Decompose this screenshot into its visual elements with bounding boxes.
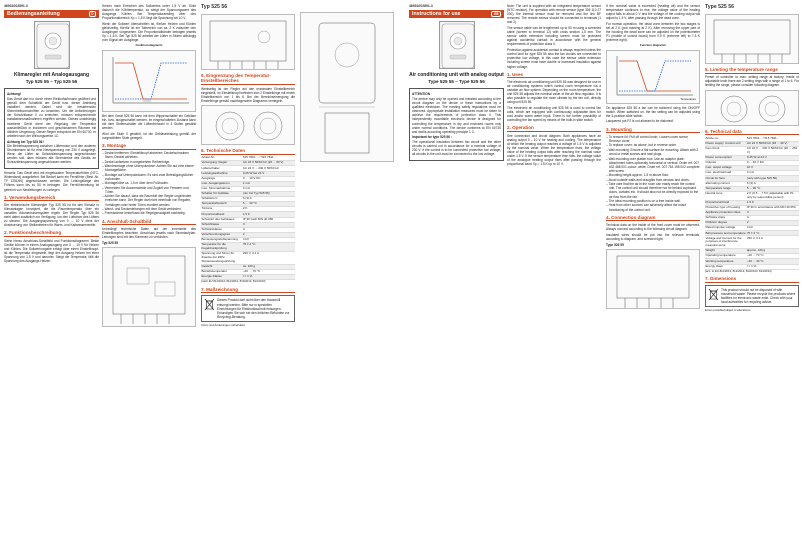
spec-value: 75 ± 2 °C — [242, 243, 295, 252]
section-function-title: 2. Funktionsbeschreibung — [4, 230, 99, 237]
list-item: – Wand- und Deckenleitungen mit dem Gerät verbinden. — [102, 207, 196, 211]
spec-value: 6 (3) A — [242, 197, 295, 202]
wiring-diagram-56-graphic — [202, 15, 294, 71]
warning-title: Achtung! — [7, 92, 21, 97]
language-badge: GB — [491, 11, 501, 17]
spec-label: Working temperature — [705, 259, 746, 264]
type56-title: Achtung bei Typ 525 56 ! — [7, 139, 45, 144]
operation-text-2: For normal operation, the dead zone between the two stages is set at 2 K (pcb marking at 2 K). After removing the upper part of the housing the dead zone can be adjusted on the potentiometer P1 (middle of control board) from 0.5 K (extreme left) to 7.5 K (extreme right). — [606, 21, 700, 43]
setting-ring-diagram — [705, 90, 799, 126]
spec-row — [705, 236, 799, 249]
wiring-type-label: Typ 525 55 — [102, 240, 119, 245]
tech-data-table — [705, 137, 799, 270]
wiring-type-label: Type 525 55 — [606, 242, 624, 247]
product-subtitle: Type 525 55 – Type 525 56 — [428, 79, 485, 84]
section-connection-text: Technical data on the inside of the front cover must be observed. Always connect according to the following circuit diagram. — [606, 222, 700, 232]
spec-label: Energy class — [705, 264, 746, 269]
spec-label: Schutzart des Gehäuses — [201, 217, 242, 222]
spec-label: Spannung und Strom für Zwecke der EMV-Störaussendungsprüfung — [201, 252, 242, 265]
spec-label: Outputs — [705, 161, 746, 166]
section-mounting-title: 3. Mounting — [606, 127, 700, 134]
section-wiring-title: 4. Anschluß-Schaltbild — [102, 219, 196, 226]
spec-value: I = 1 % — [242, 275, 295, 280]
de-column-4 — [300, 4, 394, 531]
spec-value: AC 24 V 50/60 Hz (20 ... 30 V) — [242, 161, 295, 166]
list-item: – Fremdwärme beeinflusst die Regelgenauigkeit nachteilig. — [102, 211, 196, 215]
de-column-1 — [4, 4, 99, 531]
spec-label: Ball pressure test temperature — [705, 230, 746, 235]
warning-box — [409, 88, 504, 161]
type56-text: Die Betriebsspannung zwischen Lüftermotor und den anderen Stromkreisen ist für eine Netzspannung von 230 V ausgelegt. Wenn der Lüfter an Schutzkleinspannung angeschlossen werden soll, dann müssen alle Stromkreise des Geräts an Schutzkleinspannung angeschlossen werden. — [7, 144, 96, 165]
page-title: Type 525 56 — [705, 4, 735, 10]
spec-value: I = 1 % — [746, 264, 799, 269]
diagram-label: Funktionsdiagramm — [135, 43, 163, 48]
wiring-diagram — [606, 249, 700, 309]
device-image — [34, 21, 70, 69]
list-item: – Wandmontage ohne Unterputzdose: Achten Sie auf eine ebene Montagefläche. — [102, 164, 196, 172]
spec-value: 1.5 K — [746, 200, 799, 205]
spec-label: Schaltstrom — [201, 197, 242, 202]
de-column-2 — [102, 4, 196, 531]
spec-label: Neutral zone — [705, 191, 746, 200]
spec-label: Temperature range — [705, 186, 746, 191]
list-item: – To remove lid: Pull off control knob; Loosen cover screw; Remove cover — [606, 135, 700, 143]
spec-value: 0 ... 10 V DC — [746, 161, 799, 166]
spec-value: –20 ... 70 °C — [746, 254, 799, 259]
spec-value: 2 K — [242, 207, 295, 212]
section-dimensions-title: 7. Dimensions — [705, 276, 799, 283]
page-title: Typ 525 56 — [201, 4, 228, 10]
header-label: Bedienungsanleitung — [7, 10, 60, 17]
list-item: – The ideal mounting position is on a free inside wall. — [606, 199, 700, 203]
spec-value: 6 (3) A — [746, 181, 799, 186]
section-uses-title: 1. Verwendungsbereich — [4, 195, 99, 202]
section-uses-text-2: The electronic air conditioning unit 525 56 is used to control fan coils, which are equipped with continuously adjustable fans for cold and/or warm water input. There is the further possibility of controlling the fan speed by means of the built-in slide switch. — [507, 106, 601, 123]
spec-value: 75 ± 2 °C — [746, 231, 799, 236]
section-limit-text: Werkseitig ist der Regler auf den maximalen Einstellbereich eingestellt. Im Einstellknopf befinden sich 2 Einstellringe mit einem Einstellbereich von 1 bis 6. Bei der Bereichseinengung die Einstellringe gemäß nachfolgendem Diagramm verriegeln. — [201, 86, 295, 103]
thermostat-icon — [35, 22, 71, 70]
list-item: – Vermeiden Sie Aussenwände und Zugluft von Fenstern und Türen. — [102, 186, 196, 194]
list-item: – Wall mounting: Ensure a flat surface for mounting. Attach with 2 wood or metal screws and rawl plugs. — [606, 148, 700, 156]
spec-value: AC 24 V ... 240 V 50/60 Hz (20 ... 264 V) — [746, 146, 798, 155]
section-limit-text: Preset of controller to max. setting range at factory. Inside of adjustable knob there are 2 setting rings with a range of 1 to 6. For limiting the range, please consider following diagram. — [705, 75, 799, 88]
note-text-2: The sensor cable can be lengthened up to 50 m using a screened cable (screen to terminal 12) with cross section 1,5 mm. The sensor cable extension including screen must be protected against accidental contact in accordance with the general requirements of protection class II. — [507, 26, 601, 47]
mounting-list — [102, 151, 196, 216]
note-text-3: Protection against accidental contact is always required unless the control land for type 525 56 also the fan circuits are connected to protective low voltage, in this case the sensor cable extension including screen must have double or increased insulation against higher voltage. — [507, 48, 601, 69]
function-diagram — [606, 50, 700, 104]
spec-row — [705, 191, 799, 200]
list-item: – Montage auf Unterputzdosen: Es sind zwei Befestigungslöcher vorhanden. — [102, 173, 196, 181]
important-text: The operational insulation between fan circuit and the other circuits is carried out in accordance for a nominal voltage of 230 V. If the control is to be connected protective low voltage, all circuits in the unit must be connected to the low voltage. — [412, 140, 501, 157]
en-column-3 — [606, 4, 700, 531]
footer-note: Errors possible/subject to alterations. — [705, 308, 751, 313]
diagram-label: Function diagramm — [640, 43, 666, 48]
spec-label: Schutzklasse — [201, 222, 242, 227]
dimension-drawing — [300, 12, 394, 162]
spec-value: 2 K (0.5 ... 7.5 K adjustable with P1 only by responsible person) — [746, 191, 799, 200]
section-uses-title: 1. Uses — [507, 72, 601, 79]
spec-value: II — [242, 222, 295, 227]
section-connection-title: 4. Connection diagram — [606, 215, 700, 222]
mounting-list — [606, 135, 700, 212]
spec-value: 515 7801... / 515 7811... — [746, 137, 799, 142]
header-bar — [409, 10, 504, 18]
spec-value: 0,25 W bei 24 V — [242, 171, 295, 176]
spec-label: max. output voltage — [705, 166, 746, 171]
en-column-2 — [507, 4, 601, 531]
product-subtitle: Typ 525 55 – Typ 525 56 — [25, 79, 78, 84]
doc-number: 46931002891-3 — [409, 4, 433, 8]
spec-label: Artikel-Nr. — [201, 156, 242, 161]
spec-value: AC 24 V 50/60 Hz (18 ... 30 V) — [746, 141, 799, 146]
de-column-3 — [201, 4, 295, 531]
list-item: – Wall mounting over plaster box: Use an adaptor plate. Attachment holes optionally horizontal or vertical. Order ref. 007 632 488 001 colour: white; Order ref. 007 763 198 002 complete with screw — [606, 157, 700, 173]
language-badge: D — [89, 11, 96, 17]
crossed-bin-icon — [204, 298, 215, 311]
spec-label: Lüfterschalter — [201, 166, 242, 171]
spec-label: Gewicht — [201, 264, 242, 269]
section-wiring-text: Unbedingt technische Daten auf der Innenseite des Einstellknopfes beachten. Anschluss jeweils nach Stromlaufplan. Leitungen sind mit den Klemmen zu verbinden. — [102, 226, 196, 240]
spec-value: 2 — [242, 232, 295, 237]
spec-label: Leistungsaufnahme — [201, 171, 242, 176]
section-mounting-title: 3. Montage — [102, 143, 196, 150]
spec-label: Softwareklasse — [201, 227, 242, 232]
spec-label: Pollution degree — [705, 221, 746, 226]
crossed-bin-icon — [708, 288, 719, 301]
hint-text: Hinweis: Das Gerät wird mit eingebautem Temperaturfühler (NTC-Widerstand) ausgeliefert. Bei Bedarf kann ein Fernfühler (Best.-Nr. TF 1251/60) angeschlossen werden. Die Leitungslänge des Fühlers kann bis zu 50 m betragen. Die Fernfühlerleitung ist getrennt von Netzleitungen zu verlegen. — [4, 171, 99, 192]
spec-label: Fan circuit — [705, 147, 746, 156]
setting-ring-graphic — [202, 106, 294, 146]
spec-label: Temperaturbereich — [201, 202, 242, 207]
function-text-1: Heizen nach Erreichen des Sollwertes unter 1,5 V ab. Sinkt dadurch die Kühltemperatur, so steigt der Spannungswert des Ausgangs Kühlen. Bei Temperaturanstieg über den Proportionalbereich Xp = 1,5 K liegt die Spannung bei 10 V. — [102, 4, 196, 21]
spec-label: Power supply: Control unit — [705, 141, 746, 146]
spec-note: (nach EU 811/2013, 812/2013, 813/2013, 814/2013) — [201, 279, 266, 284]
spec-value: 230 V, 0.1 A — [746, 236, 799, 249]
spec-value: –20 … 70 °C — [242, 269, 295, 274]
section-limit-title: 5. Eingrenzung des Temperatur-Einstellbereiches — [201, 73, 295, 85]
spec-value: A — [242, 227, 295, 232]
spec-label: Energie-Klasse — [201, 275, 242, 280]
spec-value: 0 … 10 V DC — [242, 176, 295, 181]
wiring-diagram-graphic — [103, 248, 195, 328]
spec-value: 515 7801 ... / 515 7811 ... — [242, 156, 295, 161]
spec-value: 2 — [746, 221, 799, 226]
header-bar — [4, 10, 99, 18]
setting-ring-diagram — [201, 105, 295, 145]
attention-text: The device may only be opened and installed according to the circuit diagram on the device or these instructions by a qualified electrician. The existing safety regulations must be observed. Appropriate installation measures must be taken to achieve the requirements of protection class II. This independently mountable electronic device is designed for controlling the temperature in dry and enclosed rooms only under normal conditions. The device conforms to EN 60730 and works according operating principle 1 C. — [412, 96, 501, 134]
tech-data-table — [201, 156, 295, 280]
list-item: – To replace cover: as above, but in reverse order. — [606, 143, 700, 147]
section-uses-text: The electronic air conditioning unit 525 55 was designed for use in air conditioning systems which control room temperature via a variable air flow system. Depending on the room temperature, the unit 525 55 adjusts the nominal value of the air flow regulator. It is also possible to regulate the room climate by the fan coil, directly using unit 525 55. — [507, 79, 601, 105]
section-uses-text: Der elektronische Klimaregler Typ 525 55 ist für den Einsatz in Klimaanlagen konzipiert, die die Raumtemperatur über ein variables Volumenstromsystem regeln. Der Regler Typ 525 56 steht dabei zusätzlich zur Verfügung, um den Luftstrom des Lüfters zu steuern. Die Ausgangsspannung von 0 … 10 V dient der Ansteuerung von Stellantrieben für Warm- und Kaltwasserventile. — [4, 202, 99, 228]
spec-label: Versorgung: Regler — [201, 161, 242, 166]
spec-value: 1 mA — [242, 181, 295, 186]
spec-label: Verschmutzungsgrad — [201, 232, 242, 237]
attention-title: ATTENTION — [412, 92, 431, 97]
disposal-box — [201, 295, 295, 321]
important-title: Important for type 525 56 : — [412, 135, 452, 140]
diagram-x-label: Temperature — [680, 97, 696, 102]
doc-number: 46931002891-3 — [4, 4, 28, 8]
wiring-diagram — [102, 247, 196, 327]
spec-value: 0.25 W at 24 V — [746, 156, 799, 161]
list-item: – Take care that the air in the room can easily reach the control unit. The control unit should therefore not be behind cupboard doors, curtains etc. It should also not be directly exposed to the air flow from the fan. — [606, 182, 700, 198]
function-text-4: Wird die Stufe 0 gewählt, ist die Gebläseleistung gemäß der vorgewählten Stufe geregelt. — [102, 131, 196, 140]
footer-note: Irrtum und Änderungen vorbehalten — [201, 322, 246, 327]
spec-label: Protective type of housing — [705, 205, 746, 210]
list-item: – Heat from other sources can adversely affect the exact functioning of the control unit. — [606, 203, 700, 211]
spec-value: 10 V — [746, 166, 799, 171]
section-operation-title: 2. Operation — [507, 125, 601, 132]
operation-text-1: If the nominal value is exceeded (heating off) and the sensor temperature continues to rise, the voltage value of the heating output falls to about 0 V and the voltage of the cooling output will adjust to 1.5 V, after passing through the dead zone. — [606, 4, 700, 21]
spec-label: max. electrical load — [705, 171, 746, 176]
spec-label: Article no. — [705, 137, 746, 142]
section-connection-text-2: Insulated wires should be put into the relevant terminals, according to diagram, and screwed tight. — [606, 232, 700, 241]
dimension-drawing-graphic — [301, 13, 393, 163]
disposal-text: This product should not be disposed of with household waste. Please recycle the products where facilities for electronic waste exist. Check with your local authorities for recycling advice. — [721, 288, 796, 305]
spec-label: alternating current — [705, 181, 746, 186]
list-item: – Avoid outside walls and draughts from window and doors. — [606, 178, 700, 182]
list-item: – Achten Sie darauf, dass die Raumluft den Regler ungehindert erreichen kann. Der Regler darf nicht innerhalb von Regalen, Vorhängen oder hinter Türen montiert werden. — [102, 194, 196, 206]
spec-label: Betriebstemperatur — [201, 269, 242, 274]
spec-label: Software class — [705, 216, 746, 221]
function-diagram — [102, 50, 196, 112]
product-title: Klimaregler mit Analogausgang — [13, 72, 90, 78]
wiring-diagram-56 — [201, 14, 295, 70]
spec-note: (acc. to EU 811/2013, 812/2013, 813/2013, 814/2013) — [705, 268, 772, 273]
spec-label: Operating temperature — [705, 254, 746, 259]
section-function-text: Siehe hierzu Anschluss-Schaltbild und Funktionsdiagramm. Beide Geräte können in einem Analogausgang von 0 … 10 V für Heizen und Kühlen. Die Sollwertvorgabe erfolgt über einen Einstellknopf. Ist die Temperatur eingestellt, liegt der Ausgang Heizen bei einer Spannung von 1,5 V und darunter. Steigt die Temperatur, fällt die Spannung des Ausgangs Heizen. — [4, 238, 99, 264]
note-text: Note: The unit is supplied with an integrated temperature sensor (NTC resistor). For operation with remote sensor (type 306 110 27 000), the internal sensor must be removed and the link BF removed. The remote sensor should be connected to terminals (1 and 2). — [507, 4, 601, 25]
spec-label: Weight — [705, 249, 746, 254]
spec-value: 3 mA — [746, 171, 799, 176]
spec-label: Schalter für Gebläse — [201, 191, 242, 196]
spec-value: approx. 120 g — [746, 249, 799, 254]
spec-value: 3 mA — [242, 186, 295, 191]
spec-value: –20 ... 40 °C — [746, 259, 799, 264]
wiring-diagram-56 — [705, 14, 799, 64]
setting-ring-graphic — [706, 91, 798, 127]
list-item: – Mounting height approx. 1.5 m above floor. — [606, 173, 700, 177]
warning-box — [4, 88, 99, 169]
tech-data-body — [201, 156, 295, 279]
list-item: – Montagehöhe ca. 1,5 m über dem Fußboden. — [102, 181, 196, 185]
section-limit-title: 5. Limiting the temperature range — [705, 67, 799, 74]
section-tech-title: 6. Technical data — [705, 129, 799, 136]
thermostat-icon — [440, 22, 476, 70]
section-dimensions-title: 7. Maßzeichnung — [201, 287, 295, 294]
spec-label: Rated impulse voltage — [705, 226, 746, 231]
tech-data-body — [705, 137, 799, 269]
spec-row — [201, 252, 295, 265]
list-item: – Deckel entfernen: Einstellknopf abziehen; Deckelschrauben lösen; Deckel abheben. — [102, 151, 196, 159]
header-label: Instructions for use — [412, 10, 461, 17]
spec-value: IP 30 in accordance with DIN 40 050 — [746, 205, 799, 210]
device-image — [439, 21, 475, 69]
spec-label: Appliance protection class — [705, 210, 746, 215]
spec-value: AC 24 V ... 240 V 50/60 Hz — [242, 166, 295, 171]
wiring-diagram-56-graphic — [706, 15, 798, 65]
disposal-text: Dieses Produkt darf nicht über den Hausmüll entsorgt werden. Bitte nur in speziellen Einrichtungen für Elektronikschrott entsorgen. Erkundigen Sie sich bei den örtlichen Behörden zur Recycling-Beratung. — [217, 298, 290, 319]
spec-value: 5 … 30 °C — [242, 202, 295, 207]
product-title: Air conditioning unit with analog output — [409, 72, 504, 78]
wiring-diagram-graphic — [607, 250, 699, 310]
function-text-3: Bei dem Gerät 525 56 kann mit dem Wippenschalter ein Gebläse ein- bzw. ausgeschaltet werden. Im eingeschalteten Zustand kann mit dem Stufenschalter die Lüfterdrehzahl in 3 Stufen gewählt werden. — [102, 113, 196, 130]
spec-value: (only with type 525 56) — [746, 176, 799, 181]
spec-label: Ausgänge — [201, 176, 242, 181]
spec-label: max. Stromaufnahme — [201, 186, 242, 191]
disposal-box — [705, 285, 799, 307]
spec-value: II — [746, 210, 799, 215]
spec-value: ca. 120 g — [242, 264, 295, 269]
section-operation-text: See connection and circuit diagram. Both appliances have an analog output 0 – 10 V for heating and cooling. The temperature at which the heating output reaches a voltage of 1.5 V is adjusted by the nominal value. When the temperature rises, the voltage value of the heating output falls after reaching the nominal value under 1.5 V. If the sensor temperature then falls, the voltage value of the analogue heating output rises after passing through the proportional band Xp = 1.5 K up to 10 V. — [507, 133, 601, 167]
spec-value: A — [746, 216, 799, 221]
spec-label: max. Ausgangsstrom — [201, 181, 242, 186]
spec-value: 230 V, 0,1 A — [242, 252, 295, 265]
spacer — [300, 4, 394, 10]
spec-value: (nur bei Typ 525 56) — [242, 191, 295, 196]
spec-label: Totzone — [201, 207, 242, 212]
spec-label: Bemessungsstoßspannung — [201, 237, 242, 242]
en-column-1 — [409, 4, 504, 531]
warning-text: Das Gerät darf nur durch einen Elektrofachmann geöffnet und gemäß dem Schaltbild am Gerät bzw. dieser Anleitung installiert werden. Dabei sind die bestehenden Sicherheitsvorschriften zu beachten. Um die Anforderungen der Schutzklasse II zu erreichen, müssen entsprechende Installationsmaßnahmen ergriffen werden. Dieses unabhängig montierte Gerät dient der Regelung der Temperatur ausschließlich in trockenen und geschlossenen Räumen mit üblicher Umgebung. Dieser Regler entspricht der EN 60730, er arbeitet nach der Wirkungsweise 1C. — [7, 96, 96, 138]
en-column-4 — [705, 4, 799, 531]
section-tech-title: 6. Technische Daten — [201, 148, 295, 155]
function-text-2: Wenn der Sollwert überschritten ist, fließen Heizen und Kühlen gleichzeitig. Hierfür ist ein Totbereich von ca. 2 K zwischen den Ausgängen vorgesehen. Die Proportionalbänder betragen jeweils Xp = 1,5 K. Bei Typ 525 56 arbeitet der Lüfter in Stufen abhängig vom Signal der Ausgänge. — [102, 21, 196, 43]
spec-label: Proportional band — [705, 200, 746, 205]
spec-value: 1,5 K — [242, 212, 295, 217]
spec-label: Voltage and Current for the purposes of interference measurements — [705, 236, 746, 249]
spec-value: 5 ... 30 °C — [746, 186, 799, 191]
list-item: – Deckel aufsetzen in umgekehrter Reihenfolge. — [102, 160, 196, 164]
operation-text-4: Lacquered pot P2 is not allowed to be distorted! — [606, 119, 674, 124]
spec-label: Proportionalband — [201, 212, 242, 217]
spec-label: Circuit for fans — [705, 176, 746, 181]
spec-value: 4 kV — [746, 226, 799, 231]
spec-label: Temperatur für die Kugeldruckprüfung — [201, 243, 242, 252]
spec-value: IP 30 nach DIN 40 050 — [242, 217, 295, 222]
spec-value: 4 kV — [242, 237, 295, 242]
operation-text-3: On appliance 525 56 a fan can be switched using the ON/OFF switch. When switched on, the fan setting can be adjusted using the 3-position slide switch. — [606, 105, 700, 118]
function-diagram-graphic — [103, 51, 195, 113]
spec-label: Power consumption — [705, 156, 746, 161]
